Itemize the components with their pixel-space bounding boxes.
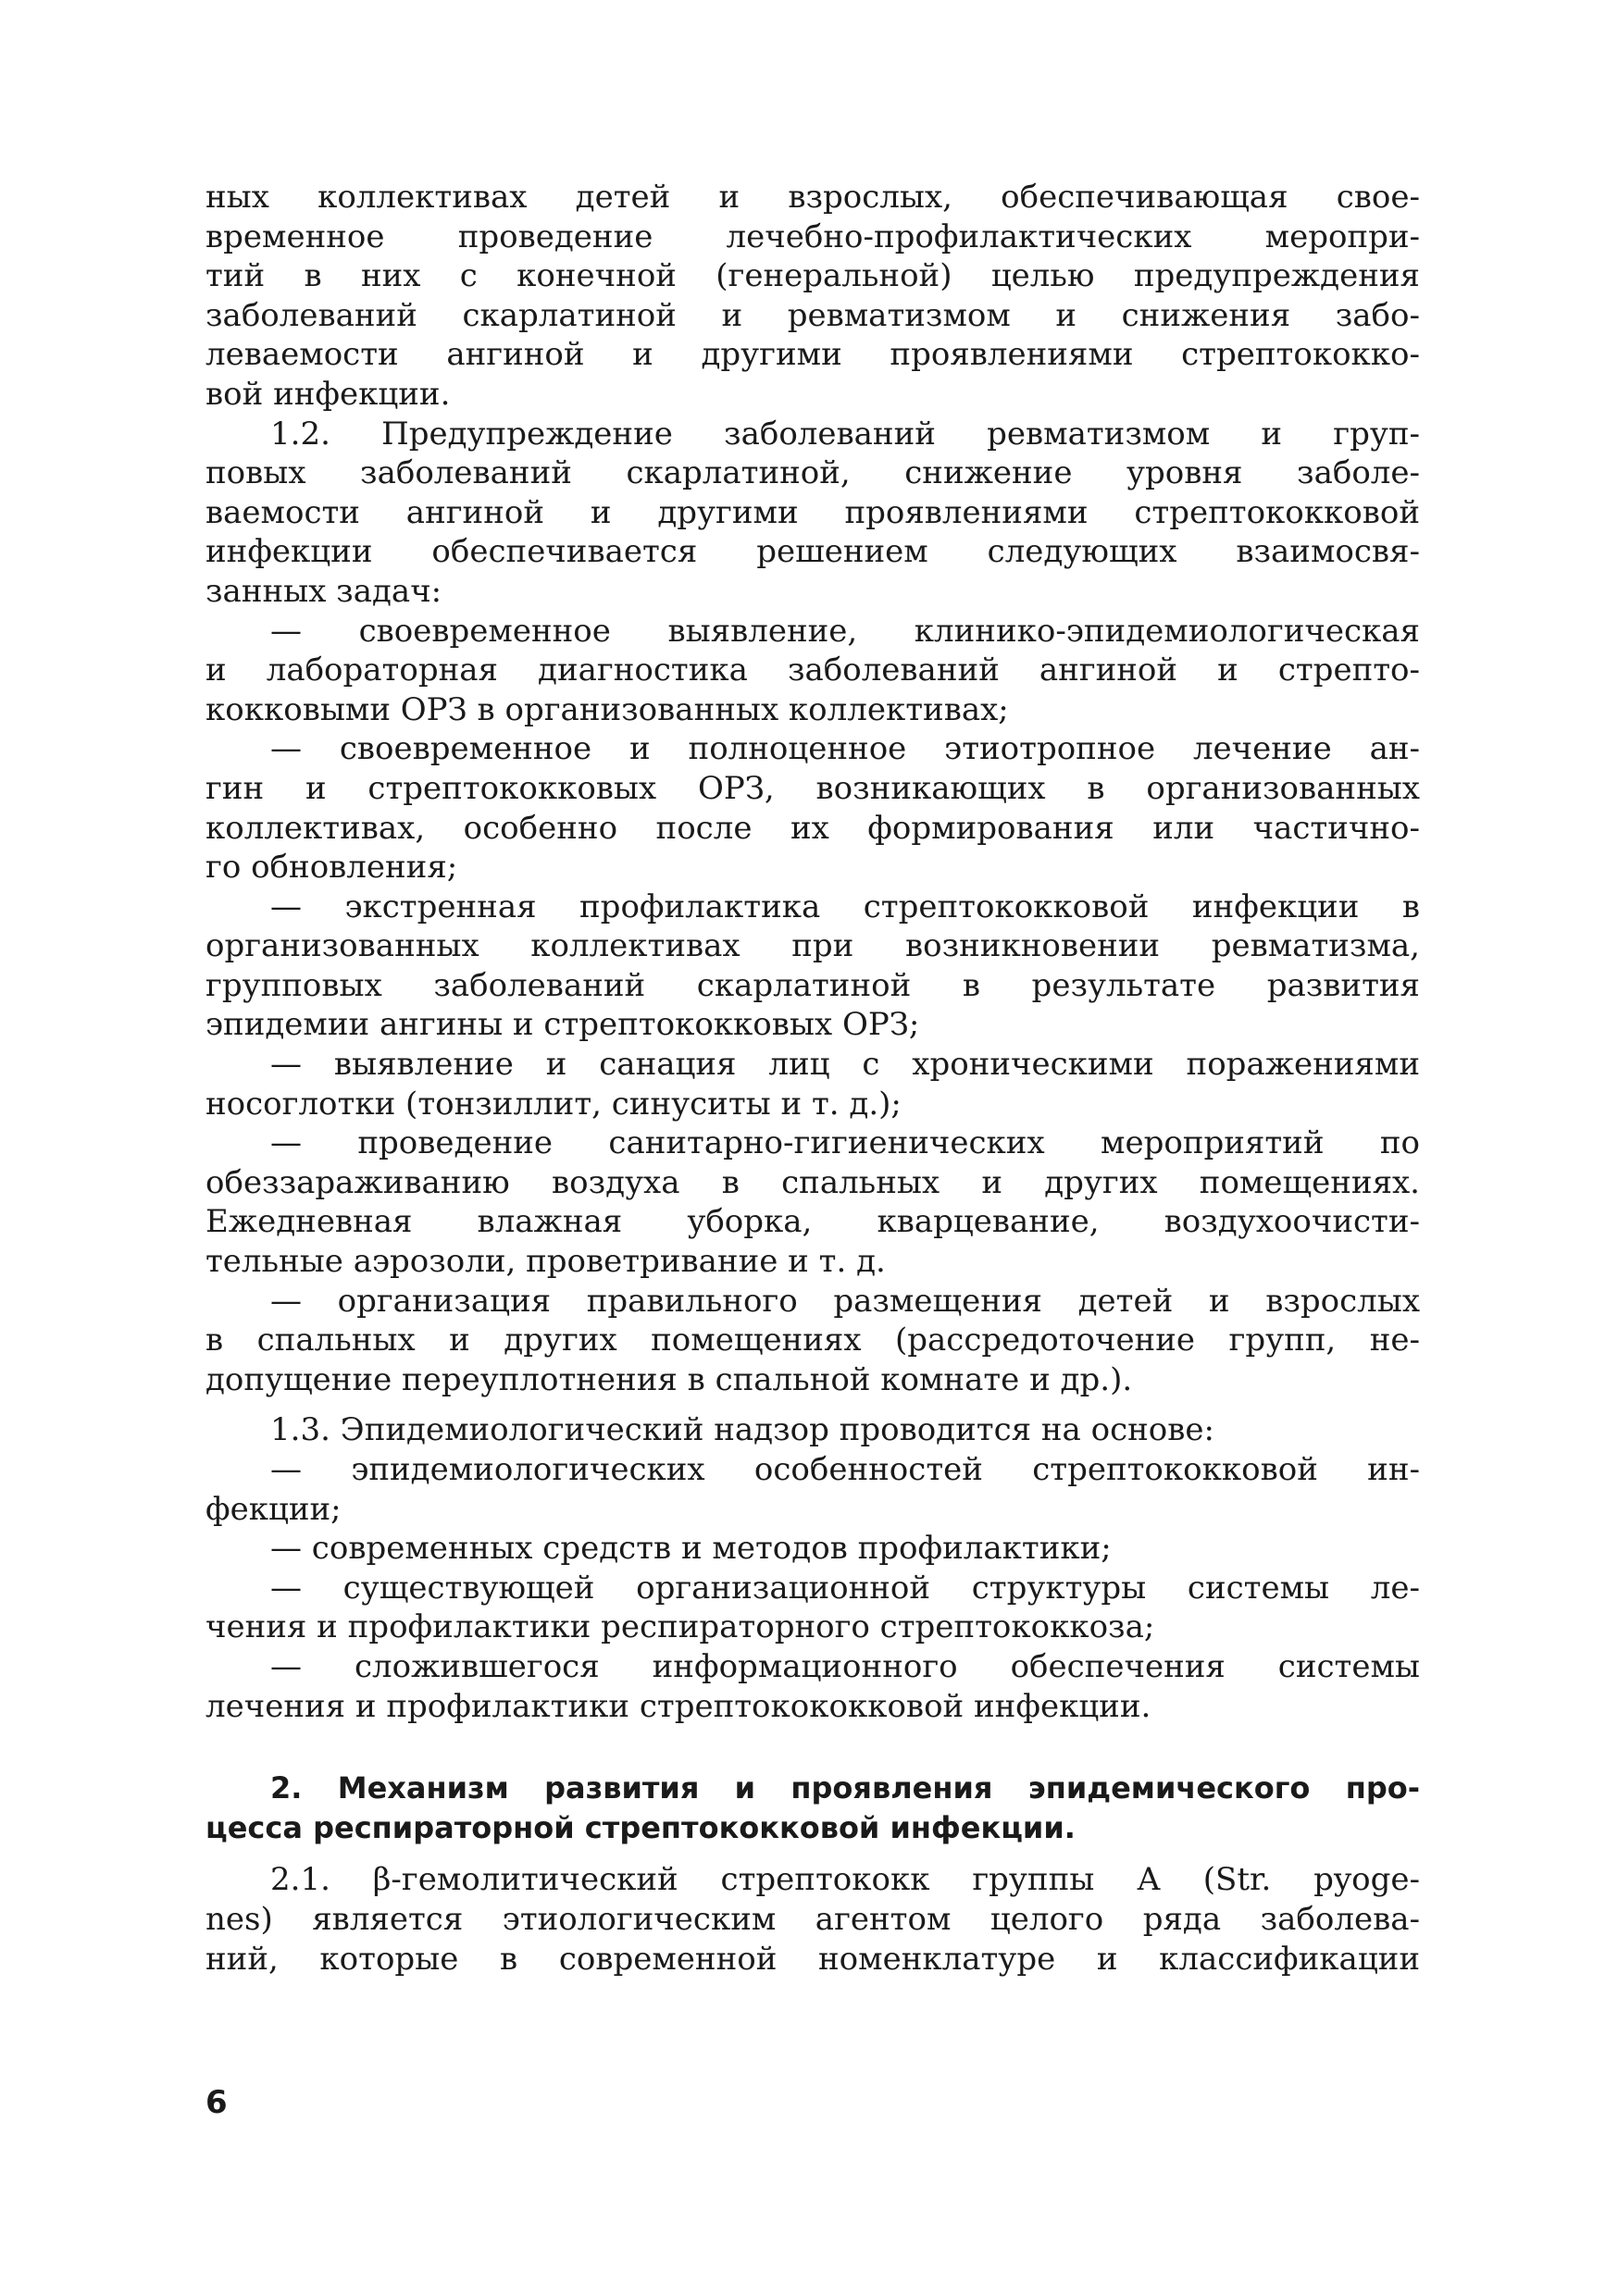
text-line: — эпидемиологических особенностей стрептококковой ин- bbox=[270, 1451, 1420, 1488]
text-line: обеззараживанию воздуха в спальных и других помещениях. bbox=[205, 1163, 1420, 1201]
paragraph-1-1-continuation bbox=[205, 178, 1420, 415]
text-line: кокковыми ОРЗ в организованных коллективах; bbox=[205, 690, 1009, 728]
text-line: лечения и профилактики стрептокококковой инфекции. bbox=[205, 1687, 1151, 1725]
list-item-hygiene bbox=[205, 1123, 1420, 1281]
text-line: 2.1. β-гемолитический стрептококк группы А (Str. pyoge- bbox=[270, 1861, 1420, 1899]
paragraph-2-1 bbox=[205, 1860, 1420, 1979]
text-line: — выявление и санация лиц с хроническими поражениями bbox=[270, 1046, 1420, 1084]
text-line: инфекции обеспечивается решением следующих взаимосвя- bbox=[205, 533, 1420, 571]
text-line: эпидемии ангины и стрептококковых ОРЗ; bbox=[205, 1006, 920, 1044]
text-line: леваемости ангиной и другими проявлениями стрептококко- bbox=[205, 336, 1420, 374]
text-line: занных задач: bbox=[205, 572, 442, 610]
text-line: — своевременное выявление, клинико-эпидемиологическая bbox=[270, 612, 1420, 650]
text-line: nes) является этиологическим агентом целого ряда заболева- bbox=[205, 1900, 1420, 1938]
text-line: фекции; bbox=[205, 1490, 342, 1528]
text-line: и лабораторная диагностика заболеваний ангиной и стрепто- bbox=[205, 652, 1420, 689]
text-line: 1.2. Предупреждение заболеваний ревматизмом и груп- bbox=[270, 415, 1420, 453]
text-line: — проведение санитарно-гигиенических мероприятий по bbox=[270, 1124, 1420, 1162]
page-number: 6 bbox=[205, 2084, 228, 2121]
text-line: заболеваний скарлатиной и ревматизмом и снижения забо- bbox=[205, 296, 1420, 334]
text-line: тий в них с конечной (генеральной) целью предупреждения bbox=[205, 257, 1420, 295]
text-line: ных коллективах детей и взрослых, обеспечивающая свое- bbox=[205, 179, 1420, 216]
list-item-information bbox=[205, 1647, 1420, 1726]
text-line: — современных средств и методов профилактики; bbox=[270, 1530, 1112, 1568]
text-line: 1.3. Эпидемиологический надзор проводится на основе: bbox=[270, 1411, 1214, 1449]
heading-line: 2. Механизм развития и проявления эпидемического про- bbox=[270, 1770, 1420, 1806]
paragraph-1-3 bbox=[205, 1410, 1420, 1529]
text-line: вой инфекции. bbox=[205, 375, 451, 413]
text-line: — своевременное и полноценное этиотропное лечение ан- bbox=[270, 730, 1420, 768]
text-line: ний, которые в современной номенклатуре и классификации bbox=[205, 1940, 1420, 1978]
list-item-treatment bbox=[205, 729, 1420, 887]
list-item-prophylaxis bbox=[205, 887, 1420, 1045]
text-line: — существующей организационной структуры системы ле- bbox=[270, 1569, 1420, 1607]
list-item-sanitation bbox=[205, 1045, 1420, 1123]
text-line: организованных коллективах при возникновении ревматизма, bbox=[205, 927, 1420, 965]
list-item-diagnostics bbox=[205, 612, 1420, 730]
text-line: временное проведение лечебно-профилактических меропри- bbox=[205, 217, 1420, 255]
text-line: групповых заболеваний скарлатиной в результате развития bbox=[205, 966, 1420, 1004]
text-line: — организация правильного размещения детей и взрослых bbox=[270, 1282, 1420, 1320]
list-item-methods bbox=[205, 1529, 1420, 1569]
list-item-structure bbox=[205, 1569, 1420, 1647]
text-line: ваемости ангиной и другими проявлениями стрептококковой bbox=[205, 493, 1420, 531]
text-line: — сложившегося информационного обеспечения системы bbox=[270, 1647, 1420, 1685]
section-2-heading bbox=[205, 1769, 1420, 1847]
text-line: гин и стрептококковых ОРЗ, возникающих в организованных bbox=[205, 769, 1420, 807]
text-line: го обновления; bbox=[205, 849, 458, 887]
text-line: носоглотки (тонзиллит, синуситы и т. д.); bbox=[205, 1085, 902, 1123]
text-line: — экстренная профилактика стрептококковой инфекции в bbox=[270, 887, 1420, 925]
paragraph-1-2 bbox=[205, 415, 1420, 612]
heading-line: цесса респираторной стрептококковой инфекции. bbox=[205, 1809, 1076, 1845]
text-line: коллективах, особенно после их формирования или частично- bbox=[205, 809, 1420, 847]
text-line: допущение переуплотнения в спальной комнате и др.). bbox=[205, 1360, 1133, 1398]
text-line: Ежедневная влажная уборка, кварцевание, воздухоочисти- bbox=[205, 1203, 1420, 1241]
text-line: в спальных и других помещениях (рассредоточение групп, не- bbox=[205, 1322, 1420, 1359]
list-item-placement bbox=[205, 1282, 1420, 1400]
text-line: чения и профилактики респираторного стрептококкоза; bbox=[205, 1608, 1155, 1646]
document-page bbox=[205, 178, 1420, 1979]
text-line: повых заболеваний скарлатиной, снижение уровня заболе- bbox=[205, 454, 1420, 492]
text-line: тельные аэрозоли, проветривание и т. д. bbox=[205, 1243, 886, 1281]
